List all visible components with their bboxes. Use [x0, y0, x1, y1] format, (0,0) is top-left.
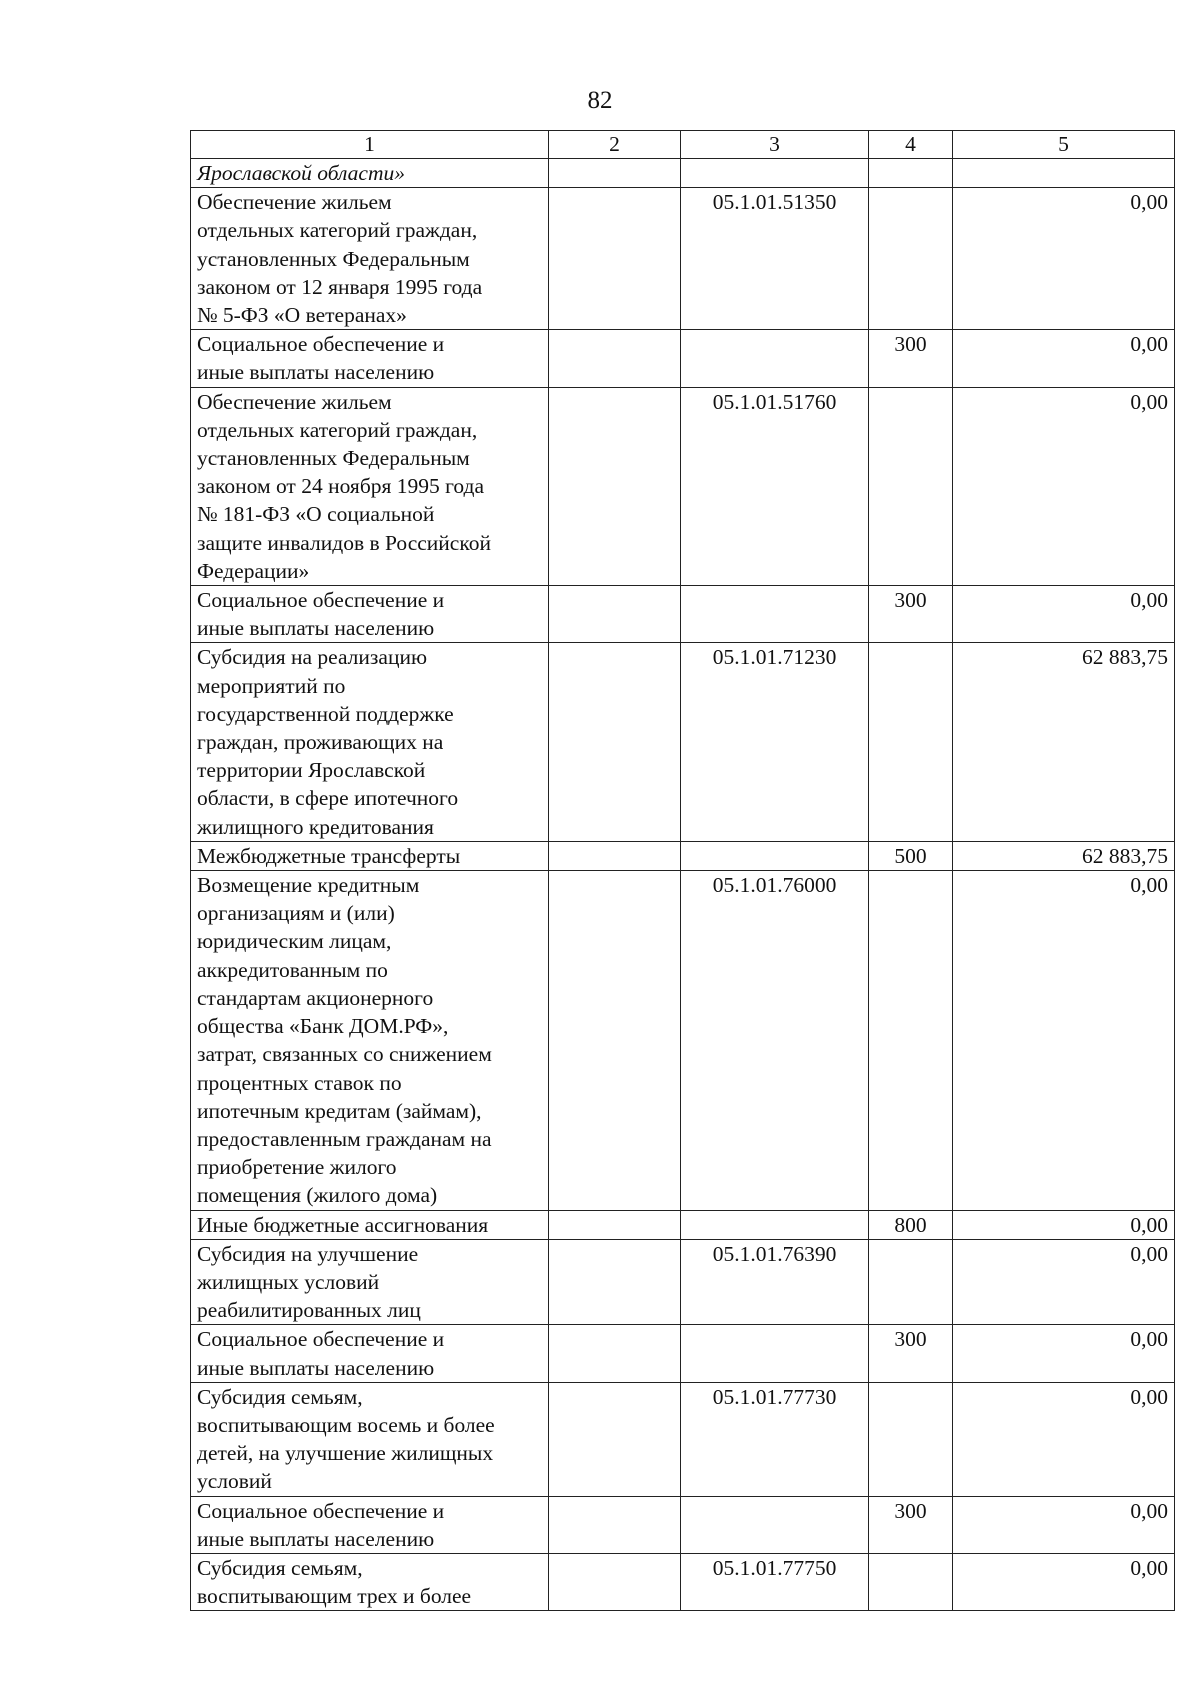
header-col-4: 4: [869, 131, 953, 159]
cell-expense-type: [869, 1239, 953, 1325]
cell-name: Социальное обеспечение и иные выплаты населению: [191, 1496, 549, 1553]
table-row: [191, 1210, 1175, 1239]
cell-expense-type: 500: [869, 841, 953, 870]
cell-expense-type: 800: [869, 1210, 953, 1239]
cell-target-code: 05.1.01.76390: [681, 1239, 869, 1325]
cell-amount: 0,00: [953, 1239, 1175, 1325]
cell-target-code: 05.1.01.51760: [681, 387, 869, 585]
table-body: [191, 159, 1175, 1611]
cell-target-code: [681, 841, 869, 870]
cell-amount: 0,00: [953, 1553, 1175, 1610]
table-row: [191, 871, 1175, 1210]
cell-amount: 0,00: [953, 1496, 1175, 1553]
cell-col-2: [549, 188, 681, 330]
cell-amount: 0,00: [953, 1382, 1175, 1496]
cell-name: Субсидия на реализацию мероприятий по государственной поддержке граждан, проживающих на территории Ярославской области, в сфере ипотечного жилищного кредитования: [191, 643, 549, 841]
cell-target-code: [681, 1210, 869, 1239]
page-number: 82: [587, 87, 613, 114]
table-row: [191, 643, 1175, 841]
cell-col-2: [549, 387, 681, 585]
table-row: [191, 1239, 1175, 1325]
header-col-2: 2: [549, 131, 681, 159]
cell-amount: 0,00: [953, 1325, 1175, 1382]
cell-name: Социальное обеспечение и иные выплаты населению: [191, 1325, 549, 1382]
table-row: [191, 1325, 1175, 1382]
header-col-5: 5: [953, 131, 1175, 159]
cell-expense-type: [869, 188, 953, 330]
cell-target-code: 05.1.01.77730: [681, 1382, 869, 1496]
table-row: [191, 188, 1175, 330]
cell-col-2: [549, 586, 681, 643]
cell-amount: 0,00: [953, 330, 1175, 387]
cell-name: Межбюджетные трансферты: [191, 841, 549, 870]
table-row: [191, 1382, 1175, 1496]
cell-expense-type: 300: [869, 1496, 953, 1553]
cell-target-code: 05.1.01.77750: [681, 1553, 869, 1610]
cell-col-2: [549, 643, 681, 841]
table-row: [191, 159, 1175, 188]
cell-col-2: [549, 871, 681, 1210]
cell-expense-type: [869, 643, 953, 841]
cell-expense-type: 300: [869, 1325, 953, 1382]
cell-target-code: 05.1.01.71230: [681, 643, 869, 841]
cell-amount: 0,00: [953, 586, 1175, 643]
cell-col-2: [549, 159, 681, 188]
cell-name: Возмещение кредитным организациям и (или) юридическим лицам, аккредитованным по стандартам акционерного общества «Банк ДОМ.РФ», затрат, связанных со снижением процентных ставок по ипотечным кредитам (займам), предоставленным гражданам на приобретение жилого помещения (жилого дома): [191, 871, 549, 1210]
cell-name: Иные бюджетные ассигнования: [191, 1210, 549, 1239]
cell-amount: 0,00: [953, 188, 1175, 330]
cell-expense-type: [869, 1553, 953, 1610]
cell-amount: 62 883,75: [953, 643, 1175, 841]
cell-expense-type: [869, 159, 953, 188]
cell-col-2: [549, 330, 681, 387]
cell-target-code: 05.1.01.51350: [681, 188, 869, 330]
cell-col-2: [549, 841, 681, 870]
cell-name: Обеспечение жильем отдельных категорий граждан, установленных Федеральным законом от 12 января 1995 года № 5-ФЗ «О ветеранах»: [191, 188, 549, 330]
cell-col-2: [549, 1325, 681, 1382]
cell-col-2: [549, 1553, 681, 1610]
table-row: [191, 387, 1175, 585]
cell-target-code: [681, 1325, 869, 1382]
cell-target-code: [681, 159, 869, 188]
cell-amount: 0,00: [953, 1210, 1175, 1239]
cell-name: Субсидия семьям, воспитывающим трех и более: [191, 1553, 549, 1610]
cell-target-code: [681, 330, 869, 387]
cell-expense-type: 300: [869, 330, 953, 387]
table-row: [191, 1496, 1175, 1553]
cell-target-code: [681, 1496, 869, 1553]
header-col-1: 1: [191, 131, 549, 159]
cell-target-code: [681, 586, 869, 643]
cell-name: Социальное обеспечение и иные выплаты населению: [191, 586, 549, 643]
cell-col-2: [549, 1496, 681, 1553]
cell-expense-type: [869, 871, 953, 1210]
table-row: [191, 1553, 1175, 1610]
cell-name: Субсидия на улучшение жилищных условий реабилитированных лиц: [191, 1239, 549, 1325]
cell-name: Ярославской области»: [191, 159, 549, 188]
cell-amount: 62 883,75: [953, 841, 1175, 870]
cell-name: Обеспечение жильем отдельных категорий граждан, установленных Федеральным законом от 24 ноября 1995 года № 181-ФЗ «О социальной защите инвалидов в Российской Федерации»: [191, 387, 549, 585]
cell-expense-type: 300: [869, 586, 953, 643]
cell-col-2: [549, 1210, 681, 1239]
header-row: [191, 131, 1175, 159]
cell-name: Социальное обеспечение и иные выплаты населению: [191, 330, 549, 387]
table-row: [191, 586, 1175, 643]
table-row: [191, 841, 1175, 870]
cell-target-code: 05.1.01.76000: [681, 871, 869, 1210]
budget-table: [190, 130, 1175, 1611]
header-col-3: 3: [681, 131, 869, 159]
cell-amount: 0,00: [953, 387, 1175, 585]
cell-expense-type: [869, 1382, 953, 1496]
cell-amount: [953, 159, 1175, 188]
cell-name: Субсидия семьям, воспитывающим восемь и более детей, на улучшение жилищных условий: [191, 1382, 549, 1496]
table-header: [191, 131, 1175, 159]
table-row: [191, 330, 1175, 387]
cell-expense-type: [869, 387, 953, 585]
cell-col-2: [549, 1239, 681, 1325]
cell-amount: 0,00: [953, 871, 1175, 1210]
cell-col-2: [549, 1382, 681, 1496]
